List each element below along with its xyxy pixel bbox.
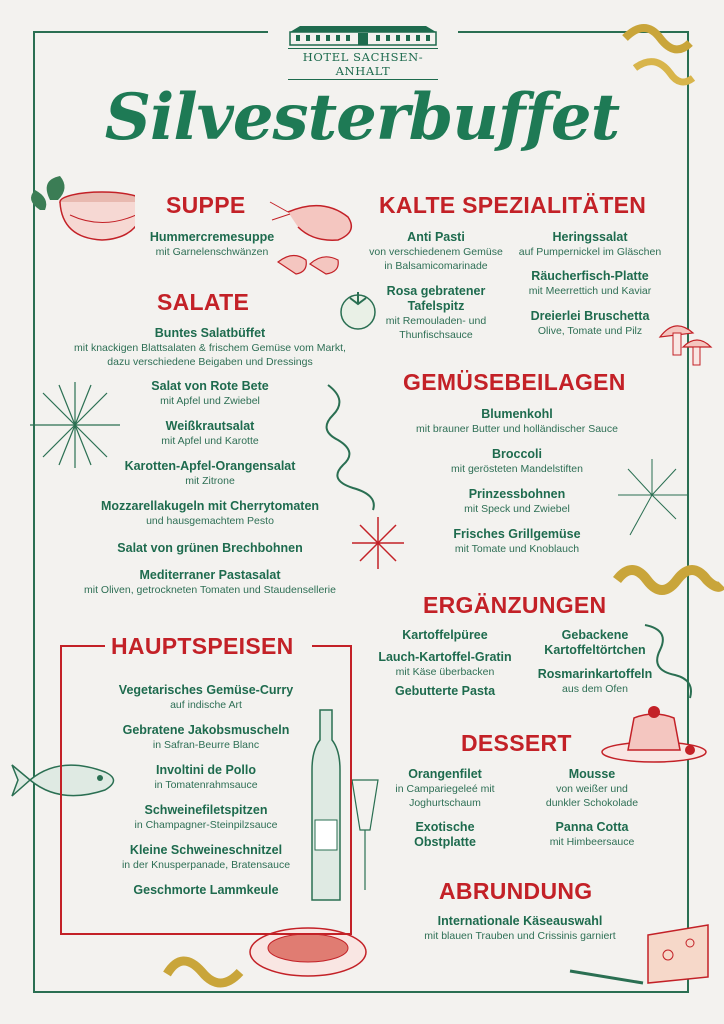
item-name: Gebratene Jakobsmuscheln — [122, 723, 290, 737]
item-description: mit Tomate und Knoblauch — [454, 543, 580, 555]
menu-item — [86, 723, 326, 752]
hotel-name: HOTEL SACHSEN-ANHALT — [288, 48, 438, 80]
item-name: Involtini de Pollo — [156, 763, 256, 777]
item-description: Olive, Tomate und Pilz — [537, 325, 643, 337]
item-name: Karotten-Apfel-Orangensalat — [124, 459, 296, 473]
menu-item — [397, 407, 637, 436]
item-name: Geschmorte Lammkeule — [133, 883, 279, 897]
item-name: Salat von Rote Bete — [151, 379, 269, 393]
item-description: mit Speck und Zwiebel — [464, 503, 570, 515]
menu-item — [360, 650, 530, 679]
section-title-abrundung: ABRUNDUNG — [439, 878, 593, 904]
hotel-logo — [288, 24, 438, 80]
item-description: in der Knusperpanade, Bratensauce — [121, 859, 291, 871]
item-name: Dreierlei Bruschetta — [530, 309, 650, 323]
red-frame-border — [350, 645, 352, 935]
item-description: mit Zitrone — [185, 475, 235, 487]
menu-item — [515, 309, 665, 338]
menu-item — [370, 628, 520, 643]
item-name: Kleine Schweineschnitzel — [129, 843, 283, 857]
item-name: Orangenfilet — [408, 767, 482, 781]
item-description: mit Remouladen- und — [385, 315, 487, 327]
gold-ribbon-icon-bottom — [162, 944, 247, 1014]
menu-item — [515, 230, 665, 259]
item-name: Exotische — [415, 820, 475, 834]
hotel-building-icon — [288, 24, 438, 46]
menu-item — [86, 803, 326, 832]
item-name: Weißkrautsalat — [165, 419, 255, 433]
menu-item — [397, 527, 637, 556]
item-description: in Champagner-Steinpilzsauce — [134, 819, 278, 831]
section-title-dessert: DESSERT — [461, 730, 572, 756]
menu-item — [525, 628, 665, 658]
item-description: in Campariegeleé mit — [395, 783, 495, 795]
menu-item — [86, 763, 326, 792]
red-frame-border — [60, 645, 105, 647]
menu-item — [90, 419, 330, 448]
item-description: aus dem Ofen — [562, 683, 628, 695]
menu-item — [86, 843, 326, 872]
item-description: mit knackigen Blattsalaten & frischem Gemüse vom Markt, — [74, 342, 346, 354]
item-description-2: in Balsamicomarinade — [384, 260, 488, 272]
menu-item — [112, 230, 312, 259]
menu-item — [40, 326, 380, 369]
item-name: Mediterraner Pastasalat — [139, 568, 281, 582]
item-name-2: Obstplatte — [414, 835, 476, 849]
item-description: mit Käse überbacken — [395, 666, 495, 678]
item-name-2: Tafelspitz — [407, 299, 465, 313]
menu-item — [366, 230, 506, 273]
section-title-gemuesebeilagen: GEMÜSEBEILAGEN — [403, 369, 626, 395]
item-name: Frisches Grillgemüse — [453, 527, 581, 541]
item-name: Buntes Salatbüffet — [154, 326, 266, 340]
menu-item — [397, 447, 637, 476]
item-name: Salat von grünen Brechbohnen — [117, 541, 303, 555]
red-frame-border — [60, 645, 62, 935]
item-name: Broccoli — [491, 447, 542, 461]
red-frame-border — [312, 645, 352, 647]
pudding-icon — [598, 690, 710, 770]
section-title-kalte-spezialitaeten: KALTE SPEZIALITÄTEN — [379, 192, 647, 218]
item-name: Rosmarinkartoffeln — [537, 667, 653, 681]
item-name: Heringssalat — [552, 230, 628, 244]
item-description: auf Pumpernickel im Gläschen — [518, 246, 662, 258]
section-title-suppe: SUPPE — [166, 192, 246, 218]
item-name: Hummercremesuppe — [149, 230, 275, 244]
item-description: mit brauner Butter und holländischer Sauce — [416, 423, 618, 435]
item-description: mit Apfel und Zwiebel — [160, 395, 260, 407]
menu-item — [400, 914, 640, 943]
item-name: Anti Pasti — [407, 230, 465, 244]
item-description: mit Oliven, getrockneten Tomaten und Staudensellerie — [84, 584, 336, 596]
item-name: Internationale Käseauswahl — [437, 914, 603, 928]
item-description: in Tomatenrahmsauce — [154, 779, 258, 791]
menu-item — [515, 269, 665, 298]
item-name: Lauch-Kartoffel-Gratin — [378, 650, 512, 664]
page-title: Silvesterbuffet — [104, 80, 620, 155]
menu-item — [370, 684, 520, 699]
item-name: Räucherfisch-Platte — [531, 269, 649, 283]
menu-item — [525, 667, 665, 696]
roast-platter-icon — [246, 912, 371, 982]
item-name: Rosa gebratener — [386, 284, 486, 298]
section-title-salate: SALATE — [157, 289, 250, 315]
item-description-2: Thunfischsauce — [399, 329, 473, 341]
item-description: mit Himbeersauce — [549, 836, 635, 848]
item-name-2: Kartoffeltörtchen — [544, 643, 646, 657]
item-description-2: dazu verschiedene Beigaben und Dressings — [107, 356, 313, 368]
item-name: Vegetarisches Gemüse-Curry — [118, 683, 294, 697]
item-name: Mousse — [568, 767, 616, 781]
item-name: Kartoffelpüree — [402, 628, 488, 642]
item-name: Prinzessbohnen — [468, 487, 566, 501]
item-description: in Safran-Beurre Blanc — [152, 739, 260, 751]
menu-item — [375, 820, 515, 850]
menu-item — [366, 284, 506, 342]
menu-item — [375, 767, 515, 810]
menu-item — [522, 767, 662, 810]
item-description-2: Joghurtschaum — [409, 797, 481, 809]
section-title-ergaenzungen: ERGÄNZUNGEN — [423, 592, 607, 618]
menu-item — [70, 499, 350, 528]
menu-item — [522, 820, 662, 849]
item-description: und hausgemachtem Pesto — [146, 515, 274, 527]
menu-item — [86, 883, 326, 898]
confetti-icon — [615, 18, 695, 98]
menu-item — [70, 541, 350, 556]
item-description: mit blauen Trauben und Crissinis garniert — [424, 930, 616, 942]
item-name: Mozzarellakugeln mit Cherrytomaten — [100, 499, 320, 513]
item-name: Gebutterte Pasta — [394, 684, 496, 698]
menu-item — [86, 683, 326, 712]
menu-item — [90, 379, 330, 408]
item-description: mit Garnelenschwänzen — [155, 246, 269, 258]
red-frame-border — [60, 933, 352, 935]
item-description: mit Meerrettich und Kaviar — [528, 285, 652, 297]
item-description: auf indische Art — [170, 699, 242, 711]
menu-item — [40, 568, 380, 597]
item-description: von weißer und — [556, 783, 628, 795]
item-description: mit Apfel und Karotte — [161, 435, 259, 447]
menu-item — [397, 487, 637, 516]
item-name: Gebackene — [561, 628, 629, 642]
menu-item — [90, 459, 330, 488]
item-description: von verschiedenem Gemüse — [369, 246, 503, 258]
item-name: Panna Cotta — [555, 820, 629, 834]
section-title-hauptspeisen: HAUPTSPEISEN — [111, 633, 294, 659]
item-name: Schweinefiletspitzen — [144, 803, 268, 817]
item-description-2: dunkler Schokolade — [545, 797, 639, 809]
gold-ribbon-icon — [612, 550, 724, 605]
item-description: mit gerösteten Mandelstiften — [451, 463, 583, 475]
item-name: Blumenkohl — [481, 407, 553, 421]
